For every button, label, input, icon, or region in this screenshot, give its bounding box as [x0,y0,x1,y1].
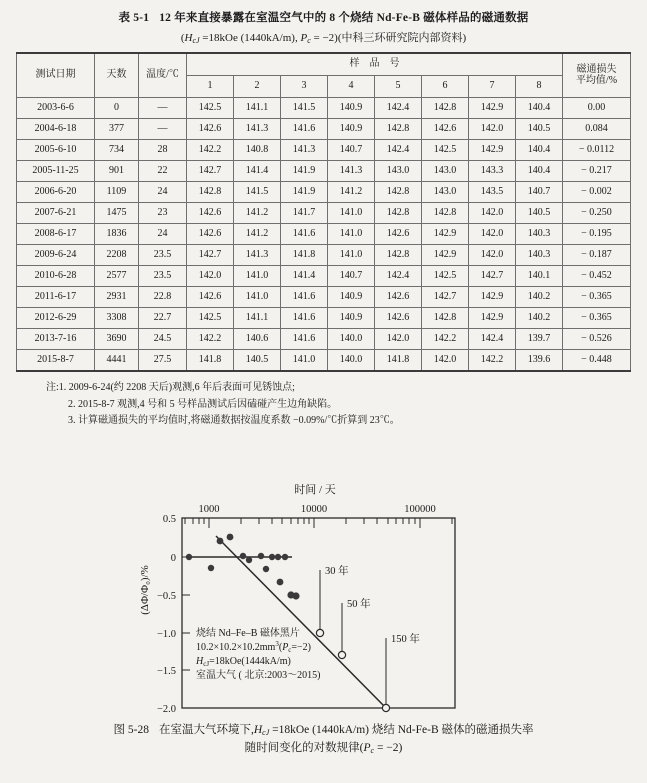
cell-flux-loss: − 0.217 [563,161,631,182]
cell-sample-6: 142.6 [422,119,469,140]
cell-temperature: 23.5 [139,245,187,266]
chart-y-ticks [182,518,190,708]
annot2-sup: 3 [275,640,279,648]
cell-sample-1: 142.6 [187,203,234,224]
ytick-label-m1p5: −1.5 [156,666,176,677]
cell-sample-3: 141.6 [281,224,328,245]
cell-flux-loss: − 0.365 [563,287,631,308]
annot2-pc: P [282,642,289,653]
table-row [17,98,631,119]
cell-temperature: 28 [139,140,187,161]
cell-days: 2208 [95,245,139,266]
caption-text-d: = −2) [374,741,403,754]
cell-temperature: 22.7 [139,308,187,329]
header-sample-3: 3 [281,76,328,98]
cell-sample-3: 141.4 [281,266,328,287]
chart-ylabel: (ΔΦ/Φ₀)/% [139,565,151,615]
caption-hcj-symbol: H [253,724,263,736]
xtick-label-100000: 100000 [404,504,436,515]
cell-days: 901 [95,161,139,182]
cell-sample-7: 142.9 [469,98,516,119]
cell-sample-8: 140.5 [516,203,563,224]
caption-pc-subscript: c [370,745,375,755]
cell-flux-loss: − 0.250 [563,203,631,224]
header-sample-5: 5 [375,76,422,98]
cell-flux-loss: − 0.448 [563,350,631,372]
ytick-label-m0p5: −0.5 [156,591,176,602]
cell-sample-1: 142.6 [187,287,234,308]
caption-text-b: =18kOe (1440kA/m) 烧结 Nd-Fe-B 磁体的磁通损失率 [269,724,534,736]
subtitle-hcj-value: =18kOe (1440kA/m), [199,32,298,44]
cell-sample-7: 142.9 [469,287,516,308]
cell-sample-2: 140.5 [234,350,281,372]
cell-sample-7: 142.7 [469,266,516,287]
table-head [17,53,631,98]
header-temperature: 温度/℃ [139,53,187,98]
table-title-text: 12 年来直接暴露在室温空气中的 8 个烧结 Nd-Fe-B 磁体样品的磁通数据 [159,12,529,24]
table-row [17,119,631,140]
cell-temperature: 22.8 [139,287,187,308]
cell-days: 2577 [95,266,139,287]
data-point [269,554,275,560]
caption-hcj-subscript: cJ [262,728,270,737]
cell-sample-2: 140.6 [234,329,281,350]
cell-sample-3: 141.5 [281,98,328,119]
data-point [208,565,214,571]
cell-sample-5: 142.4 [375,266,422,287]
header-sample-8: 8 [516,76,563,98]
cell-sample-5: 143.0 [375,161,422,182]
cell-sample-7: 142.0 [469,119,516,140]
table-row [17,182,631,203]
cell-sample-1: 142.6 [187,224,234,245]
subtitle-hcj-subscript: cJ [192,36,200,45]
cell-sample-6: 143.0 [422,182,469,203]
cell-flux-loss: − 0.526 [563,329,631,350]
xtick-label-1000: 1000 [198,504,220,515]
data-point [246,557,252,563]
cell-days: 3690 [95,329,139,350]
cell-sample-7: 142.4 [469,329,516,350]
annot2-a: 10.2×10.2×10.2mm [196,642,276,653]
figure-caption-line-2 [0,740,647,758]
caption-text-c: 随时间变化的对数规律( [244,741,364,754]
cell-sample-3: 141.3 [281,140,328,161]
data-point [227,534,234,541]
annot2-b: ( [278,642,283,653]
cell-sample-5: 142.4 [375,140,422,161]
cell-sample-6: 142.8 [422,98,469,119]
cell-sample-3: 141.9 [281,182,328,203]
header-sample-1: 1 [187,76,234,98]
subtitle-source: = −2)(中科三环研究院内部资料) [310,32,467,44]
cell-sample-8: 140.2 [516,287,563,308]
cell-sample-7: 142.9 [469,308,516,329]
cell-sample-2: 141.1 [234,308,281,329]
magnetic-flux-data-table [16,52,631,372]
cell-sample-6: 142.8 [422,203,469,224]
chart-year-leaders [320,570,386,705]
cell-sample-3: 141.6 [281,287,328,308]
cell-sample-3: 141.0 [281,350,328,372]
ytick-label-m1p0: −1.0 [156,629,176,640]
cell-date: 2005-11-25 [17,161,95,182]
cell-temperature: 27.5 [139,350,187,372]
table-note-1: 注:1. 2009-6-24(约 2208 天后)观测,6 年后表面可见锈蚀点; [46,382,295,393]
cell-sample-1: 142.6 [187,119,234,140]
cell-sample-5: 142.8 [375,245,422,266]
cell-sample-4: 140.9 [328,308,375,329]
data-point [217,538,224,545]
data-point [186,554,192,560]
table-subtitle [0,29,647,45]
data-point [240,553,246,559]
cell-sample-1: 142.5 [187,308,234,329]
chart-extrapolated-points [316,629,389,711]
header-sample-6: 6 [422,76,469,98]
table-header-row-1 [17,53,631,76]
cell-sample-4: 141.3 [328,161,375,182]
cell-sample-2: 141.3 [234,119,281,140]
table-row [17,245,631,266]
ytick-label-m2p0: −2.0 [156,704,176,715]
cell-sample-2: 141.3 [234,245,281,266]
cell-sample-5: 142.8 [375,119,422,140]
extrapolated-point-30yr [316,629,323,636]
cell-sample-5: 142.8 [375,203,422,224]
chart-fit-line [216,536,386,708]
cell-date: 2013-7-16 [17,329,95,350]
cell-sample-8: 140.5 [516,119,563,140]
table-label: 表 5-1 [118,12,150,24]
cell-sample-8: 140.7 [516,182,563,203]
header-flux-loss-line2: 平均值/% [575,74,618,86]
cell-sample-7: 142.0 [469,245,516,266]
cell-sample-2: 141.4 [234,161,281,182]
ytick-label-0: 0 [170,553,176,564]
cell-sample-6: 142.2 [422,329,469,350]
chart-x-ticks [185,518,452,528]
cell-sample-1: 142.7 [187,161,234,182]
cell-flux-loss: − 0.195 [563,224,631,245]
header-sample-2: 2 [234,76,281,98]
xtick-label-10000: 10000 [300,504,328,515]
figure-number: 图 5-28 [113,724,149,736]
table-row [17,140,631,161]
cell-flux-loss: − 0.002 [563,182,631,203]
cell-sample-4: 140.9 [328,98,375,119]
cell-sample-6: 142.9 [422,245,469,266]
table-row [17,266,631,287]
table-row [17,224,631,245]
cell-sample-5: 142.6 [375,224,422,245]
cell-sample-8: 140.1 [516,266,563,287]
cell-flux-loss: − 0.365 [563,308,631,329]
cell-sample-2: 141.0 [234,287,281,308]
cell-sample-8: 140.2 [516,308,563,329]
cell-sample-6: 142.9 [422,224,469,245]
cell-date: 2015-8-7 [17,350,95,372]
cell-temperature: 24 [139,224,187,245]
cell-sample-2: 141.0 [234,266,281,287]
cell-sample-3: 141.8 [281,245,328,266]
figure-caption-line-1 [0,722,647,740]
chart-x-ticklabels [199,504,436,515]
cell-sample-5: 142.6 [375,308,422,329]
cell-date: 2005-6-10 [17,140,95,161]
cell-sample-2: 141.5 [234,182,281,203]
data-point [275,554,281,560]
cell-sample-5: 141.8 [375,350,422,372]
table-row [17,308,631,329]
cell-temperature: — [139,98,187,119]
cell-days: 2931 [95,287,139,308]
header-flux-loss [563,53,631,98]
cell-temperature: — [139,119,187,140]
cell-sample-1: 142.7 [187,245,234,266]
year-label-150: 150 年 [391,634,420,645]
header-sample-7: 7 [469,76,516,98]
cell-sample-2: 141.1 [234,98,281,119]
subtitle-hcj-symbol: H [184,32,193,44]
cell-sample-4: 140.7 [328,140,375,161]
table-body [17,98,631,372]
cell-sample-8: 140.4 [516,98,563,119]
cell-sample-1: 142.2 [187,329,234,350]
cell-sample-6: 142.5 [422,140,469,161]
chart-annotation-block [195,626,320,681]
annot3-h: H [196,656,204,667]
cell-sample-6: 142.5 [422,266,469,287]
header-flux-loss-line1: 磁通损失 [576,64,617,75]
cell-days: 377 [95,119,139,140]
annot2-pc-sub: c [288,646,292,654]
cell-sample-8: 140.4 [516,161,563,182]
data-point [292,592,299,599]
cell-sample-6: 142.0 [422,350,469,372]
cell-sample-1: 142.5 [187,98,234,119]
cell-sample-4: 140.0 [328,350,375,372]
table-note-3: 3. 计算磁通损失的平均值时,将磁通数据按温度系数 −0.09%/℃折算到 23℃。 [68,415,400,426]
data-point [263,566,269,572]
cell-sample-4: 140.9 [328,119,375,140]
cell-sample-3: 141.6 [281,329,328,350]
annot3-h-sub: cJ [203,660,210,668]
cell-temperature: 23 [139,203,187,224]
cell-sample-7: 142.9 [469,140,516,161]
cell-sample-2: 141.2 [234,224,281,245]
chart-xlabel: 时间 / 天 [294,484,336,496]
cell-temperature: 22 [139,161,187,182]
cell-sample-4: 140.7 [328,266,375,287]
cell-days: 1109 [95,182,139,203]
cell-sample-4: 141.0 [328,203,375,224]
cell-temperature: 23.5 [139,266,187,287]
subtitle-open-paren: ( [180,32,185,44]
cell-sample-8: 139.6 [516,350,563,372]
cell-date: 2008-6-17 [17,224,95,245]
cell-sample-3: 141.6 [281,119,328,140]
subtitle-pc-subscript: c [307,36,311,45]
cell-sample-1: 142.0 [187,266,234,287]
figure-caption [0,722,647,758]
data-point [282,554,288,560]
cell-days: 4441 [95,350,139,372]
extrapolated-point-50yr [338,651,345,658]
table-title [0,0,647,25]
cell-temperature: 24 [139,182,187,203]
cell-sample-3: 141.9 [281,161,328,182]
cell-sample-1: 142.2 [187,140,234,161]
cell-sample-5: 142.6 [375,287,422,308]
cell-sample-6: 142.8 [422,308,469,329]
cell-sample-8: 140.3 [516,245,563,266]
cell-days: 1475 [95,203,139,224]
subtitle-pc-symbol: P [300,32,308,44]
cell-date: 2010-6-28 [17,266,95,287]
cell-flux-loss: − 0.187 [563,245,631,266]
cell-sample-7: 143.5 [469,182,516,203]
cell-sample-8: 139.7 [516,329,563,350]
table-row [17,287,631,308]
cell-flux-loss: 0.00 [563,98,631,119]
cell-sample-1: 142.8 [187,182,234,203]
cell-flux-loss: − 0.452 [563,266,631,287]
cell-days: 0 [95,98,139,119]
cell-sample-8: 140.3 [516,224,563,245]
cell-sample-7: 142.0 [469,224,516,245]
cell-sample-6: 142.7 [422,287,469,308]
year-label-30: 30 年 [325,566,349,577]
cell-sample-6: 143.0 [422,161,469,182]
cell-days: 3308 [95,308,139,329]
table-row [17,161,631,182]
cell-flux-loss: 0.084 [563,119,631,140]
cell-sample-4: 141.0 [328,245,375,266]
table-row [17,329,631,350]
cell-temperature: 24.5 [139,329,187,350]
cell-sample-2: 140.8 [234,140,281,161]
cell-sample-5: 142.8 [375,182,422,203]
cell-sample-4: 140.0 [328,329,375,350]
annotation-line-2 [196,640,311,654]
cell-sample-7: 143.3 [469,161,516,182]
flux-loss-log-chart [0,470,647,720]
chart-data-points [186,534,300,600]
cell-days: 734 [95,140,139,161]
cell-date: 2009-6-24 [17,245,95,266]
table-row [17,350,631,372]
header-date: 测试日期 [17,53,95,98]
annotation-line-3 [195,656,291,668]
ytick-label-0p5: 0.5 [162,514,176,525]
cell-sample-4: 141.0 [328,224,375,245]
header-days: 天数 [95,53,139,98]
header-sample-group: 样 品 号 [187,53,563,76]
data-point [277,579,284,586]
cell-date: 2006-6-20 [17,182,95,203]
cell-flux-loss: − 0.0112 [563,140,631,161]
annotation-line-4: 室温大气 ( 北京:2003～2015) [196,670,321,681]
cell-sample-1: 141.8 [187,350,234,372]
cell-sample-4: 140.9 [328,287,375,308]
table-note-2: 2. 2015-8-7 观测,4 号和 5 号样品测试后因磕碰产生边角缺陷。 [68,398,338,410]
caption-pc-symbol: P [363,741,371,754]
table-notes [46,380,647,430]
year-label-50: 50 年 [347,599,371,610]
caption-text-a: 在室温大气环境下, [158,724,254,736]
cell-sample-4: 141.2 [328,182,375,203]
cell-days: 1836 [95,224,139,245]
cell-sample-8: 140.4 [516,140,563,161]
cell-date: 2011-6-17 [17,287,95,308]
cell-sample-7: 142.0 [469,203,516,224]
table-row [17,203,631,224]
cell-date: 2003-6-6 [17,98,95,119]
annotation-line-1: 烧结 Nd–Fe–B 磁体黑片 [196,628,300,639]
cell-date: 2007-6-21 [17,203,95,224]
cell-date: 2004-6-18 [17,119,95,140]
chart-y-ticklabels [157,514,176,715]
cell-sample-3: 141.6 [281,308,328,329]
extrapolated-point-150yr [382,704,389,711]
cell-sample-5: 142.4 [375,98,422,119]
data-point [258,553,264,559]
cell-sample-3: 141.7 [281,203,328,224]
cell-sample-7: 142.2 [469,350,516,372]
cell-date: 2012-6-29 [17,308,95,329]
header-sample-4: 4 [328,76,375,98]
annot3-b: =18kOe(1444kA/m) [209,656,291,667]
annot2-c: =−2) [291,642,312,653]
figure-area [0,470,647,720]
cell-sample-2: 141.2 [234,203,281,224]
cell-sample-5: 142.0 [375,329,422,350]
